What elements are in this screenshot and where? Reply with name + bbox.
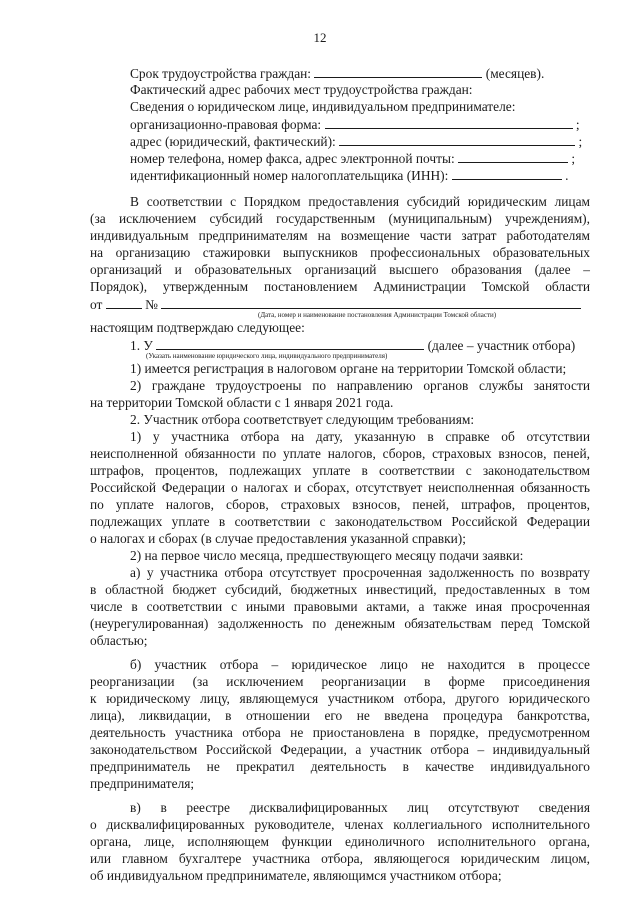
address-label: адрес (юридический, фактический): bbox=[130, 134, 336, 149]
item2-c-line: об индивидуальном предпринимателе, являющимся участником отбора; bbox=[90, 868, 502, 883]
address-semicolon: ; bbox=[578, 134, 583, 149]
intro-line: (за исключением субсидий государственным (муниципальным) учреждениям), bbox=[90, 211, 590, 226]
inn-line bbox=[130, 167, 568, 183]
item2-sub1-line: подлежащих уплате в соответствии с законодательством Российской Федерации bbox=[90, 514, 590, 529]
employment-term-line bbox=[130, 65, 544, 81]
intro-line: индивидуальным предпринимателям на возмещение части затрат работодателям bbox=[90, 228, 590, 243]
address-line bbox=[130, 133, 582, 149]
intro-line: на организацию стажировки выпускников профессиональных образовательных bbox=[90, 245, 590, 260]
contacts-blank[interactable] bbox=[458, 150, 568, 163]
actual-address-label: Фактический адрес рабочих мест трудоустройства граждан: bbox=[130, 82, 473, 97]
decree-caption: (Дата, номер и наименование постановления Администрации Томской области) bbox=[258, 311, 497, 319]
item2-a-line: (неурегулированная) задолженность по денежным обязательствам перед Томской bbox=[90, 616, 590, 631]
item2-heading: 2. Участник отбора соответствует следующим требованиям: bbox=[130, 412, 475, 427]
item2-sub1-line: о налогах и сборах (в случае предоставления указанной справки); bbox=[90, 531, 466, 546]
item2-a-line: в областной бюджет субсидий, бюджетных инвестиций, предоставленных в том bbox=[90, 582, 590, 597]
contacts-semicolon: ; bbox=[571, 151, 576, 166]
item2-b-line: лица), ликвидации, в отношении его не введена процедура банкротства, bbox=[90, 708, 590, 723]
number-label: № bbox=[145, 297, 158, 312]
item2-sub1-line: по уплате налогов, сборов, страховых взносов, пеней, штрафов, процентов, bbox=[90, 497, 590, 512]
item2-a-line: числе в соответствии с иными правовыми актами, а также иная просроченная bbox=[90, 599, 590, 614]
employment-term-unit: (месяцев). bbox=[485, 66, 545, 81]
decree-reference-line bbox=[90, 296, 581, 312]
item2-b-line: предприниматель не прекратил деятельность в качестве индивидуального bbox=[90, 759, 590, 774]
item1-sub2-line: на территории Томской области с 1 января 2021 года. bbox=[90, 395, 394, 410]
inn-label: идентификационный номер налогоплательщика (ИНН): bbox=[130, 168, 449, 183]
legal-form-label: организационно-правовая форма: bbox=[130, 117, 322, 132]
contacts-label: номер телефона, номер факса, адрес электронной почты: bbox=[130, 151, 455, 166]
item2-b-line: деятельность участника отбора не приостановлена в порядке, предусмотренном bbox=[90, 725, 590, 740]
legal-form-line bbox=[130, 116, 580, 132]
item2-c-line: органа, лице, исполняющем функции единоличного исполнительного органа, bbox=[90, 834, 590, 849]
intro-line: организаций и образовательных организаций высшего образования (далее – bbox=[90, 262, 590, 277]
employment-term-blank[interactable] bbox=[314, 65, 482, 78]
inn-blank[interactable] bbox=[452, 167, 562, 180]
decree-date-blank[interactable] bbox=[106, 296, 142, 309]
intro-line: Порядок), утвержденным постановлением Администрации Томской области bbox=[90, 279, 590, 294]
item1-sub1: 1) имеется регистрация в налоговом органе на территории Томской области; bbox=[130, 361, 567, 376]
participant-name-blank[interactable] bbox=[156, 337, 424, 350]
item1-suffix: (далее – участник отбора) bbox=[427, 338, 576, 353]
address-blank[interactable] bbox=[339, 133, 575, 146]
item2-a-line: областью; bbox=[90, 633, 148, 648]
item2-sub1-line: штрафов, процентов, подлежащих уплате в соответствии с законодательством bbox=[90, 463, 590, 478]
item2-sub2: 2) на первое число месяца, предшествующего месяцу подачи заявки: bbox=[130, 548, 524, 563]
item2-a-line: а) у участника отбора отсутствует просроченная задолженность по возврату bbox=[130, 565, 590, 580]
item2-b-line: законодательством Российской Федерации, а участник отбора – индивидуальный bbox=[90, 742, 590, 757]
item2-c-line: в) в реестре дисквалифицированных лиц отсутствуют сведения bbox=[130, 800, 590, 815]
legal-form-blank[interactable] bbox=[325, 116, 573, 129]
item2-b-line: реорганизации (за исключением реорганизации в форме присоединения bbox=[90, 674, 590, 689]
item1-prefix: 1. У bbox=[130, 338, 153, 353]
confirm-line: настоящим подтверждаю следующее: bbox=[90, 320, 305, 335]
inn-period: . bbox=[565, 168, 569, 183]
item1-sub2-line: 2) граждане трудоустроены по направлению органов службы занятости bbox=[130, 378, 590, 393]
participant-caption: (Указать наименование юридического лица, индивидуального предпринимателя) bbox=[146, 352, 388, 360]
item2-c-line: или главном бухгалтере участника отбора, являющегося юридическим лицом, bbox=[90, 851, 590, 866]
item2-sub1-line: неисполненной обязанности по уплате налогов, сборов, страховых взносов, пеней, bbox=[90, 446, 590, 461]
decree-name-blank[interactable] bbox=[161, 296, 581, 309]
employment-term-label: Срок трудоустройства граждан: bbox=[130, 66, 312, 81]
item2-b-line: предпринимателя; bbox=[90, 776, 195, 791]
item2-sub1-line: Российской Федерации о налогах и сборах, отсутствует неисполненная обязанность bbox=[90, 480, 590, 495]
item2-c-line: о дисквалифицированных руководителе, членах коллегиального исполнительного bbox=[90, 817, 590, 832]
from-label: от bbox=[90, 297, 103, 312]
contacts-line bbox=[130, 150, 575, 166]
item2-b-line: к юридическому лицу, являющемуся участником отбора, другого юридического bbox=[90, 691, 590, 706]
item2-b-line: б) участник отбора – юридическое лицо не находится в процессе bbox=[130, 657, 590, 672]
legal-form-semicolon: ; bbox=[575, 117, 580, 132]
intro-line: В соответствии с Порядком предоставления субсидий юридическим лицам bbox=[130, 194, 590, 209]
page-number: 12 bbox=[313, 30, 327, 45]
item2-sub1-line: 1) у участника отбора на дату, указанную в справке об отсутствии bbox=[130, 429, 590, 444]
entity-info-label: Сведения о юридическом лице, индивидуальном предпринимателе: bbox=[130, 99, 516, 114]
item1-line bbox=[130, 337, 575, 353]
